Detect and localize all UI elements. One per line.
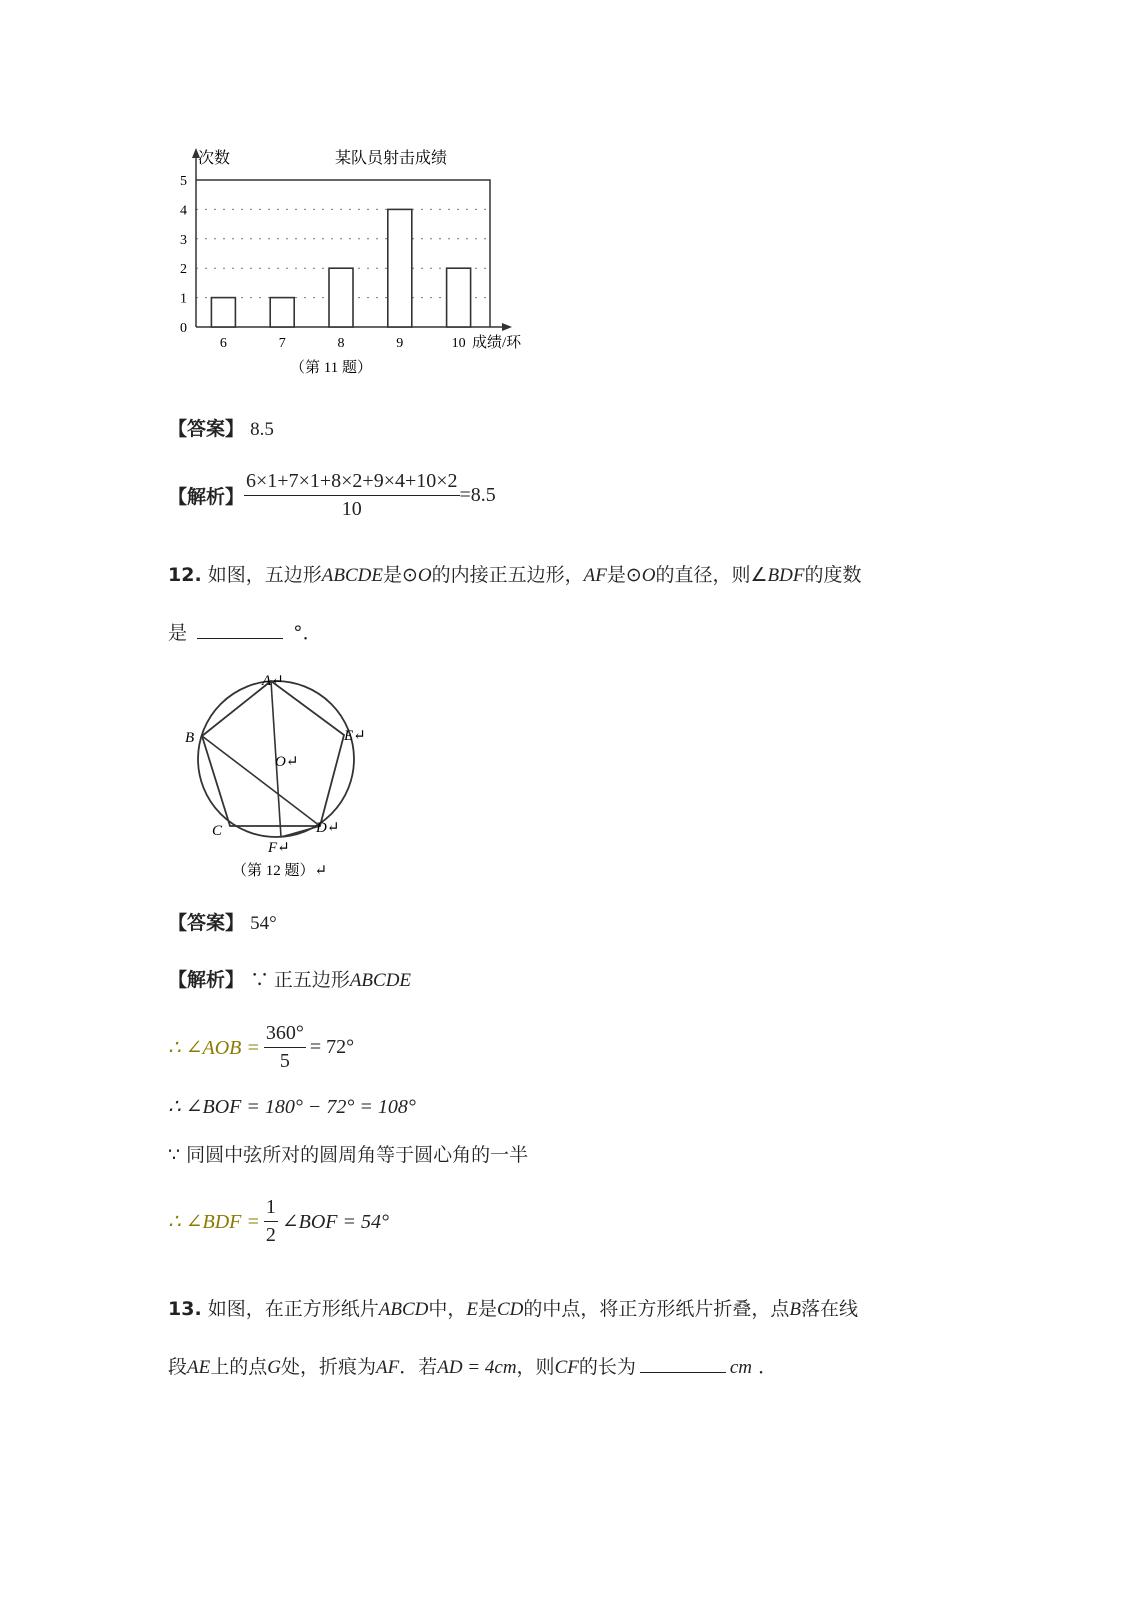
step-prefix: ∴ ∠BDF =	[168, 1211, 260, 1233]
step-result: ∠BOF = 54°	[281, 1211, 389, 1233]
q13-text: ，则	[516, 1356, 555, 1378]
fraction-result: =8.5	[459, 484, 496, 506]
math-ad: AD = 4cm	[437, 1357, 517, 1378]
step-text: ∵ 同圆中弦所对的圆周角等于圆心角的一半	[168, 1144, 529, 1166]
answer-label: 【答案】	[168, 912, 245, 934]
analysis-fraction	[244, 470, 460, 521]
q13-line1	[168, 1294, 858, 1321]
y-axis-label: 次数	[198, 150, 231, 167]
q13-text: 的长为	[578, 1356, 636, 1378]
x-tick-label: 8	[337, 336, 345, 351]
q11-analysis	[168, 470, 496, 521]
q13-text: 如图，在正方形纸片	[207, 1298, 379, 1320]
q13-text: 上的点	[210, 1356, 268, 1378]
step-fraction	[264, 1022, 306, 1073]
y-tick-label: 1	[180, 291, 187, 307]
fraction-denominator: 10	[341, 498, 362, 520]
q12-step3	[168, 1140, 528, 1167]
math-o: O	[417, 565, 432, 586]
q13-text: 的中点，将正方形纸片折叠，点	[523, 1298, 790, 1320]
math-af: AF	[376, 1357, 400, 1378]
unit-cm: cm	[729, 1357, 753, 1378]
math-af: AF	[583, 565, 607, 586]
math-bdf: BDF	[767, 565, 805, 586]
step-result: = 72°	[309, 1036, 355, 1058]
bar	[447, 268, 471, 327]
q13-line2	[168, 1352, 777, 1379]
q12-text: 如图，五边形	[207, 564, 322, 586]
x-tick-label: 7	[278, 336, 286, 351]
analysis-text: ∵ 正五边形	[250, 970, 350, 991]
analysis-label: 【解析】	[168, 969, 245, 991]
q13-text: ．若	[399, 1356, 438, 1378]
label-e: E↵	[344, 728, 366, 744]
y-tick-label: 4	[180, 203, 187, 219]
fraction-denominator: 5	[279, 1050, 290, 1072]
q12-step2	[168, 1094, 416, 1119]
chart-title: 某队员射击成绩	[335, 150, 448, 167]
step-text: ∴ ∠BOF = 180° − 72° = 108°	[168, 1096, 416, 1118]
figure-caption: （第 12 题）↵	[232, 863, 328, 879]
answer-label: 【答案】	[168, 418, 245, 440]
q12-step4	[168, 1196, 389, 1247]
q12-number: 12.	[168, 564, 202, 586]
x-axis-arrow	[502, 323, 512, 331]
q11-answer	[168, 414, 274, 441]
bar	[329, 268, 353, 327]
fraction-denominator: 2	[265, 1224, 276, 1246]
fraction-numerator: 6×1+7×1+8×2+9×4+10×2	[244, 470, 460, 496]
q12-text: °．	[293, 622, 322, 644]
bar	[211, 298, 235, 327]
math-e: E	[466, 1299, 478, 1320]
math-pentagon: ABCDE	[349, 970, 412, 991]
math-b: B	[789, 1299, 802, 1320]
math-ae: AE	[187, 1357, 211, 1378]
x-tick-label: 10	[451, 336, 466, 351]
pentagon-figure	[180, 668, 380, 884]
q12-step1	[168, 1022, 354, 1073]
math-cd: CD	[496, 1299, 524, 1320]
q13-text: 中，	[428, 1298, 467, 1320]
math-abcd: ABCD	[378, 1299, 429, 1320]
y-tick-label: 5	[180, 174, 187, 189]
q12-analysis-intro	[168, 965, 411, 992]
label-a: A↵	[262, 673, 284, 689]
q12-text: 是⊙	[606, 564, 642, 586]
answer-value: 54°	[250, 913, 277, 934]
y-tick-label: 2	[180, 262, 187, 278]
bar	[388, 209, 412, 327]
step-fraction	[264, 1196, 278, 1247]
analysis-label: 【解析】	[168, 486, 245, 508]
y-tick-label: 0	[180, 321, 187, 336]
x-axis-label: 成绩/环	[472, 335, 522, 351]
x-tick-label: 6	[219, 336, 227, 351]
q13-text: 是	[477, 1298, 497, 1320]
answer-value: 8.5	[250, 419, 274, 440]
fraction-numerator: 360°	[264, 1022, 306, 1048]
q12-text: 的直径，则∠	[655, 564, 768, 586]
fraction-numerator: 1	[264, 1196, 278, 1222]
q12-line2	[168, 618, 322, 645]
label-d: D↵	[316, 820, 340, 836]
q12-answer	[168, 908, 277, 935]
segment-df	[281, 826, 320, 837]
math-o: O	[641, 565, 656, 586]
q13-text: 段	[168, 1356, 188, 1378]
math-cf: CF	[554, 1357, 579, 1378]
q12-text: 是	[168, 622, 188, 644]
math-pentagon: ABCDE	[321, 565, 383, 586]
label-f: F↵	[268, 840, 290, 856]
step-prefix: ∴ ∠AOB =	[168, 1037, 260, 1059]
y-tick-label: 3	[180, 232, 187, 248]
label-c: C	[212, 823, 223, 839]
q12-text: 的内接正五边形，	[431, 564, 584, 586]
label-b: B	[185, 730, 195, 746]
answer-blank	[640, 1372, 726, 1373]
label-o: O↵	[275, 754, 299, 770]
q12-line1	[168, 560, 862, 587]
bar	[270, 298, 294, 327]
x-tick-label: 9	[396, 336, 404, 351]
chart-caption: （第 11 题）	[290, 360, 372, 376]
q13-number: 13.	[168, 1298, 202, 1320]
q12-text: 的度数	[804, 564, 862, 586]
q13-text: 处，折痕为	[280, 1356, 376, 1378]
q13-text: ．	[758, 1356, 778, 1378]
answer-blank	[197, 638, 283, 639]
math-g: G	[267, 1357, 281, 1378]
q12-text: 是⊙	[382, 564, 418, 586]
q13-text: 落在线	[801, 1298, 859, 1320]
bar-chart	[150, 140, 570, 390]
